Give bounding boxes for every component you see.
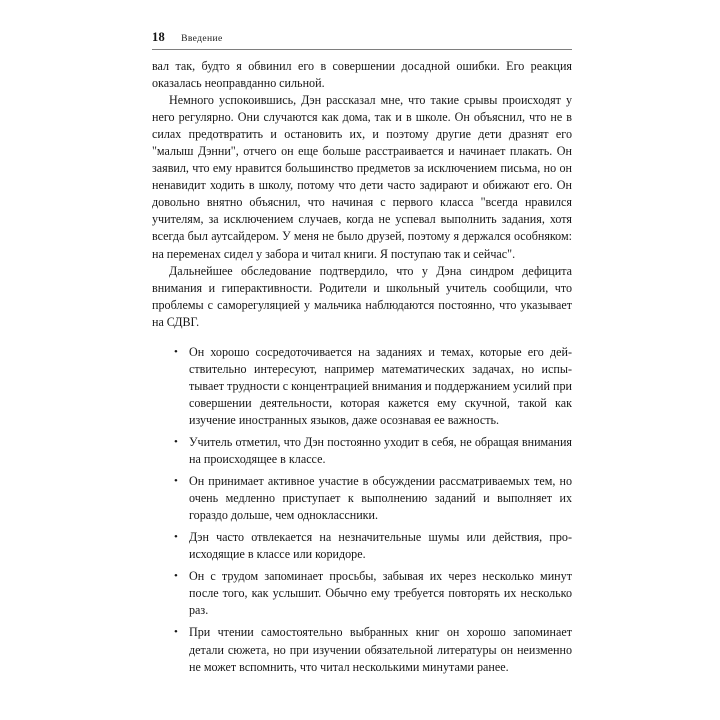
running-head bbox=[152, 30, 572, 50]
symptom-bullet-list bbox=[152, 344, 572, 676]
bullet-icon: • bbox=[174, 570, 178, 583]
bullet-icon: • bbox=[174, 345, 178, 358]
list-item bbox=[152, 529, 572, 563]
list-item bbox=[152, 473, 572, 524]
list-item bbox=[152, 434, 572, 468]
running-head-title: Введение bbox=[181, 33, 223, 44]
bullet-icon: • bbox=[174, 531, 178, 544]
bullet-icon: • bbox=[174, 626, 178, 639]
list-item bbox=[152, 624, 572, 675]
list-item bbox=[152, 344, 572, 429]
paragraph-2: Немного успокоившись, Дэн рассказал мне, что такие срывы происходят у него регулярно. Они случаются как дома, так и в школе. Он объяснил, что не в силах предотвратить и остановить их, и поэтому другие дети дразнят его "малыш Дэнни", отчего он еще больше расстраивается и начинает плакать. Он заявил, что ему нравится большинство предметов за исключением письма, но он ненавидит ходить в школу, потому что дети часто задирают и обижают его. Он довольно внятно объяснил, что начиная с первого класса "всегда нравился учителям, за исключением случаев, когда не успевал выполнить задания, хотя всегда был аутсайдером. У меня не было друзей, поэтому я держался особняком: на переменах сидел у забора и читал книги. Я поступаю так и сейчас". bbox=[152, 93, 572, 261]
paragraph-continued: вал так, будто я обвинил его в совершении досадной ошибки. Его реакция оказалась неоправданно сильной. bbox=[152, 59, 572, 91]
bullet-icon: • bbox=[174, 475, 178, 488]
paragraph-3: Дальнейшее обследование подтвердило, что у Дэна синдром дефицита внимания и гиперактивности. Родители и школьный учитель сообщили, что проблемы с саморегуляцией у мальчика наблюдаются постоянно, что указывает на СДВГ. bbox=[152, 263, 572, 329]
text-block bbox=[152, 58, 572, 676]
page-number: 18 bbox=[152, 30, 166, 44]
list-item-text: Он с трудом запоминает просьбы, забывая их через несколько минут после того, как услышит. Обычно ему требуется повторять их несколько раз. bbox=[189, 569, 572, 618]
bullet-icon: • bbox=[174, 435, 178, 448]
list-item bbox=[152, 568, 572, 619]
list-item-text: Дэн часто отвлекается на незначительные шумы или действия, происходящие в классе или коридоре. bbox=[189, 530, 572, 562]
list-item-text: Учитель отметил, что Дэн постоянно уходит в себя, не обращая внимания на происходящее в классе. bbox=[189, 434, 572, 467]
list-item-text: Он принимает активное участие в обсуждении рассматриваемых тем, но очень медленно приступает к выполнению заданий и выполняет их гораздо дольше, чем одноклассники. bbox=[189, 474, 572, 523]
list-item-text: При чтении самостоятельно выбранных книг он хорошо запоминает детали сюжета, но при изучении обязательной литературы он неизменно не может вспомнить, что читал несколькими минутами ранее. bbox=[189, 625, 572, 674]
list-item-text: Он хорошо сосредоточивается на заданиях и темах, которые его действительно интересуют, например математических задачах, но испытывает трудности с концентрацией внимания и поддержанием усилий при совершении деятельности, которая кажется ему скучной, такой как изучение иностранных языков, даже осознавая ее важность. bbox=[189, 344, 572, 427]
